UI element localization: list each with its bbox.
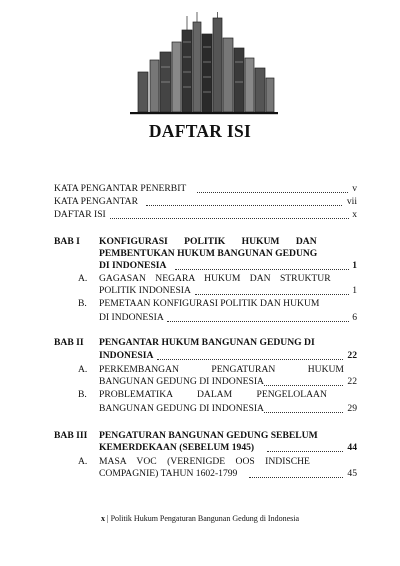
toc-entry-page: vii — [346, 196, 357, 207]
section-title-text: COMPAGNIE) TAHUN 1602-1799 — [99, 468, 238, 479]
chapter-title-text: INDONESIA — [99, 350, 154, 361]
section-letter: A. — [78, 456, 88, 467]
section-entry[interactable] — [54, 456, 357, 480]
section-title-text: BANGUNAN GEDUNG DI INDONESIA — [99, 376, 264, 387]
section-page: 45 — [347, 468, 357, 479]
chapter-title-text: PENGANTAR HUKUM BANGUNAN GEDUNG DI — [99, 337, 315, 348]
section-title-line — [99, 389, 357, 401]
section-title-line — [99, 285, 357, 297]
section-title-text: DI INDONESIA — [99, 312, 164, 323]
chapter-title-line — [99, 350, 357, 362]
dot-leader — [267, 440, 343, 453]
chapter-title-line — [99, 442, 357, 454]
section-title-line — [99, 376, 357, 388]
section-title-line — [99, 298, 357, 310]
section-page: 29 — [347, 403, 357, 414]
section-title-text: PROBLEMATIKA DALAM PENGELOLAAN — [99, 389, 327, 400]
toc-entry[interactable] — [54, 209, 357, 221]
chapter-page: 44 — [347, 442, 357, 453]
dot-leader — [195, 283, 349, 296]
chapter-title-text: KONFIGURASI POLITIK HUKUM DAN — [99, 236, 317, 247]
toc-entry-label: DAFTAR ISI — [54, 209, 106, 220]
dot-leader — [197, 181, 348, 194]
section-title-text: PERKEMBANGAN PENGATURAN HUKUM — [99, 364, 344, 375]
section-entry[interactable] — [54, 273, 357, 297]
section-page: 1 — [352, 285, 357, 296]
section-page: 22 — [347, 376, 357, 387]
dot-leader — [264, 401, 343, 414]
dot-leader — [264, 374, 343, 387]
section-entry[interactable] — [54, 389, 357, 413]
section-title-text: MASA VOC (VERENIGDE OOS INDISCHE — [99, 456, 310, 467]
chapter-title-text: PEMBENTUKAN HUKUM BANGUNAN GEDUNG — [99, 248, 318, 259]
section-title-text: PEMETAAN KONFIGURASI POLITIK DAN HUKUM — [99, 298, 320, 309]
chapter-title-line — [99, 236, 357, 248]
section-entry[interactable] — [54, 298, 357, 322]
chapter-title-text: DI INDONESIA — [99, 260, 167, 271]
toc-entry-page: x — [352, 209, 357, 220]
dot-leader — [146, 194, 342, 207]
dot-leader — [167, 310, 349, 323]
chapter-entry[interactable] — [54, 337, 357, 361]
dot-leader — [249, 466, 343, 479]
chapter-code: BAB III — [54, 430, 88, 441]
section-letter: B. — [78, 298, 87, 309]
page-title: DAFTAR ISI — [148, 121, 252, 141]
chapter-title-text: PENGATURAN BANGUNAN GEDUNG SEBELUM — [99, 430, 318, 441]
page-footer — [0, 514, 400, 523]
chapter-page: 1 — [352, 260, 357, 271]
section-letter: A. — [78, 364, 88, 375]
city-skyline-illustration — [130, 12, 278, 117]
section-letter: A. — [78, 273, 88, 284]
footer-separator: | — [106, 514, 109, 523]
section-title-text: BANGUNAN GEDUNG DI INDONESIA — [99, 403, 264, 414]
chapter-code: BAB I — [54, 236, 80, 247]
dot-leader — [157, 348, 343, 361]
footer-page-number: x — [100, 514, 105, 523]
chapter-title-text: KEMERDEKAAN (SEBELUM 1945) — [99, 442, 255, 453]
section-entry[interactable] — [54, 364, 357, 388]
chapter-entry[interactable] — [54, 236, 357, 272]
chapter-title-line — [99, 260, 357, 272]
toc-entry-page: v — [352, 183, 357, 194]
chapter-code: BAB II — [54, 337, 84, 348]
footer-book-title: Politik Hukum Pengaturan Bangunan Gedung di Indonesia — [110, 514, 300, 523]
chapter-entry[interactable] — [54, 430, 357, 454]
section-title-text: POLITIK INDONESIA — [99, 285, 191, 296]
section-title-line — [99, 468, 357, 480]
section-title-line — [99, 312, 357, 324]
section-page: 6 — [352, 312, 357, 323]
chapter-page: 22 — [347, 350, 357, 361]
section-title-text: GAGASAN NEGARA HUKUM DAN STRUKTUR — [99, 273, 331, 284]
section-letter: B. — [78, 389, 87, 400]
dot-leader — [175, 258, 349, 271]
toc-entry-label: KATA PENGANTAR — [54, 196, 139, 207]
section-title-line — [99, 403, 357, 415]
toc-entry-label: KATA PENGANTAR PENERBIT — [54, 183, 187, 194]
dot-leader — [110, 207, 349, 220]
